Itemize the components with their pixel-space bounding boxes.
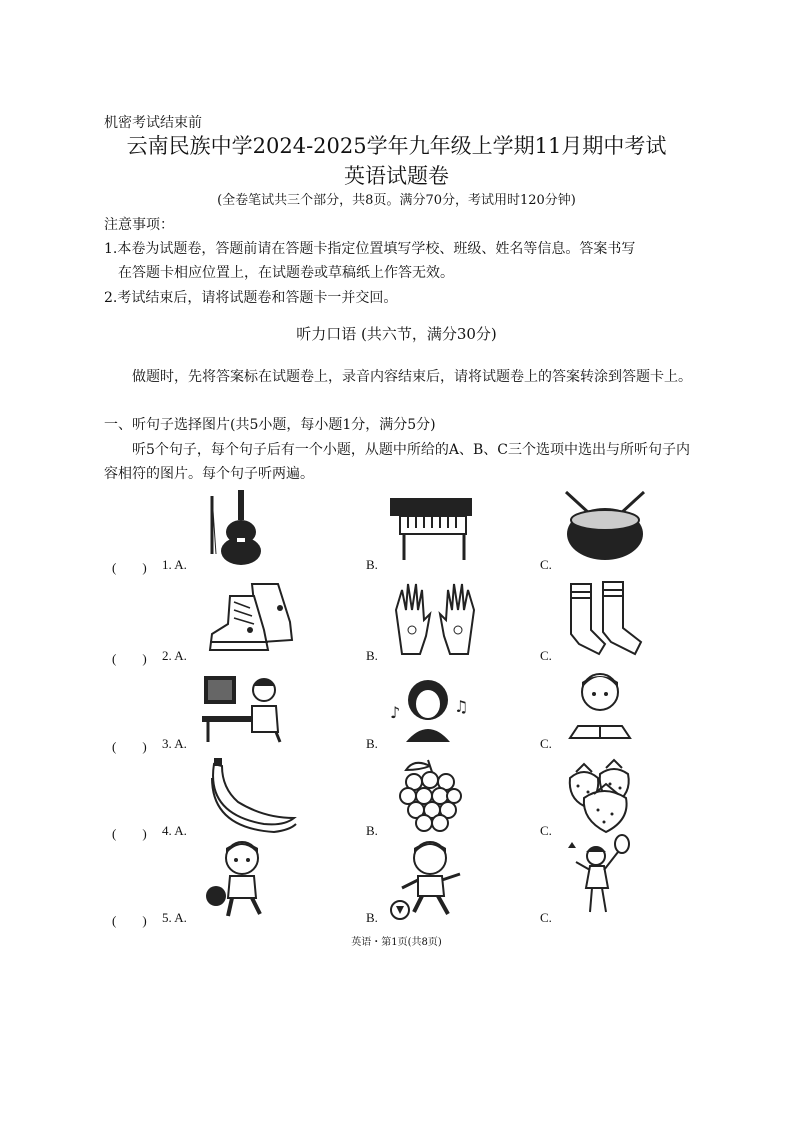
computer-boy-icon[interactable] <box>202 672 284 744</box>
strawberries-icon[interactable] <box>564 758 636 834</box>
answer-paren-3[interactable]: ( ) <box>112 739 147 754</box>
bananas-icon[interactable] <box>204 758 300 834</box>
option-c-label-3: C. <box>540 736 552 751</box>
section-instructions: 做题时，先将答案标在试题卷上，录音内容结束后，请将试题卷上的答案转涂到答题卡上。 <box>132 369 692 385</box>
reading-boy-icon[interactable] <box>564 668 636 744</box>
option-c-label-5: C. <box>540 910 552 925</box>
option-b-label-2: B. <box>366 648 378 663</box>
drum-icon[interactable] <box>560 488 650 568</box>
piano-icon[interactable] <box>386 494 476 566</box>
notes-heading: 注意事项： <box>104 217 174 233</box>
confidential-note: 机密考试结束前 <box>104 115 202 131</box>
badminton-girl-icon[interactable] <box>562 834 634 920</box>
question-label-3: 3. A. <box>162 736 187 751</box>
music-girl-icon[interactable] <box>386 672 470 746</box>
option-c-label-4: C. <box>540 823 552 838</box>
question-label-1: 1. A. <box>162 557 187 572</box>
part1-description: 听5个句子，每个句子后有一个小题，从题中所给的A、B、C三个选项中选出与所听句子内容相符的图片。每个句子听两遍。 <box>104 442 691 482</box>
grapes-icon[interactable] <box>394 758 466 834</box>
svg-text:♪: ♪ <box>390 703 401 722</box>
option-b-label-1: B. <box>366 557 378 572</box>
option-b-label-5: B. <box>366 910 378 925</box>
answer-paren-1[interactable]: ( ) <box>112 560 147 575</box>
answer-paren-4[interactable]: ( ) <box>112 826 147 841</box>
note-item-2: 2.考试结束后，请将试题卷和答题卡一并交回。 <box>104 290 398 306</box>
question-label-4: 4. A. <box>162 823 187 838</box>
exam-subtitle: 英语试题卷 <box>344 164 449 188</box>
basketball-boy-icon[interactable] <box>202 840 278 920</box>
part1-title: 一、听句子选择图片(共5小题，每小题1分，满分5分) <box>104 417 436 433</box>
soccer-boy-icon[interactable] <box>388 840 468 922</box>
page-footer: 英语・第1页(共8页) <box>351 937 442 948</box>
option-b-label-4: B. <box>366 823 378 838</box>
exam-info: (全卷笔试共三个部分，共8页。满分70分，考试用时120分钟) <box>217 193 576 208</box>
sneakers-icon[interactable] <box>206 578 298 658</box>
option-c-label-2: C. <box>540 648 552 663</box>
option-c-label-1: C. <box>540 557 552 572</box>
question-label-2: 2. A. <box>162 648 187 663</box>
section-title: 听力口语 (共六节，满分30分) <box>296 325 497 343</box>
exam-title: 云南民族中学2024-2025学年九年级上学期11月期中考试 <box>126 134 667 158</box>
option-b-label-3: B. <box>366 736 378 751</box>
answer-paren-5[interactable]: ( ) <box>112 913 147 928</box>
answer-paren-2[interactable]: ( ) <box>112 651 147 666</box>
gloves-icon[interactable] <box>390 580 480 660</box>
note-item-1: 1.本卷为试题卷，答题前请在答题卡指定位置填写学校、班级、姓名等信息。答案书写 <box>104 241 636 257</box>
question-label-5: 5. A. <box>162 910 187 925</box>
violin-icon[interactable] <box>204 488 274 568</box>
note-item-1-cont: 在答题卡相应位置上，在试题卷或草稿纸上作答无效。 <box>118 265 454 281</box>
socks-icon[interactable] <box>565 578 649 658</box>
svg-text:♫: ♫ <box>454 697 469 716</box>
